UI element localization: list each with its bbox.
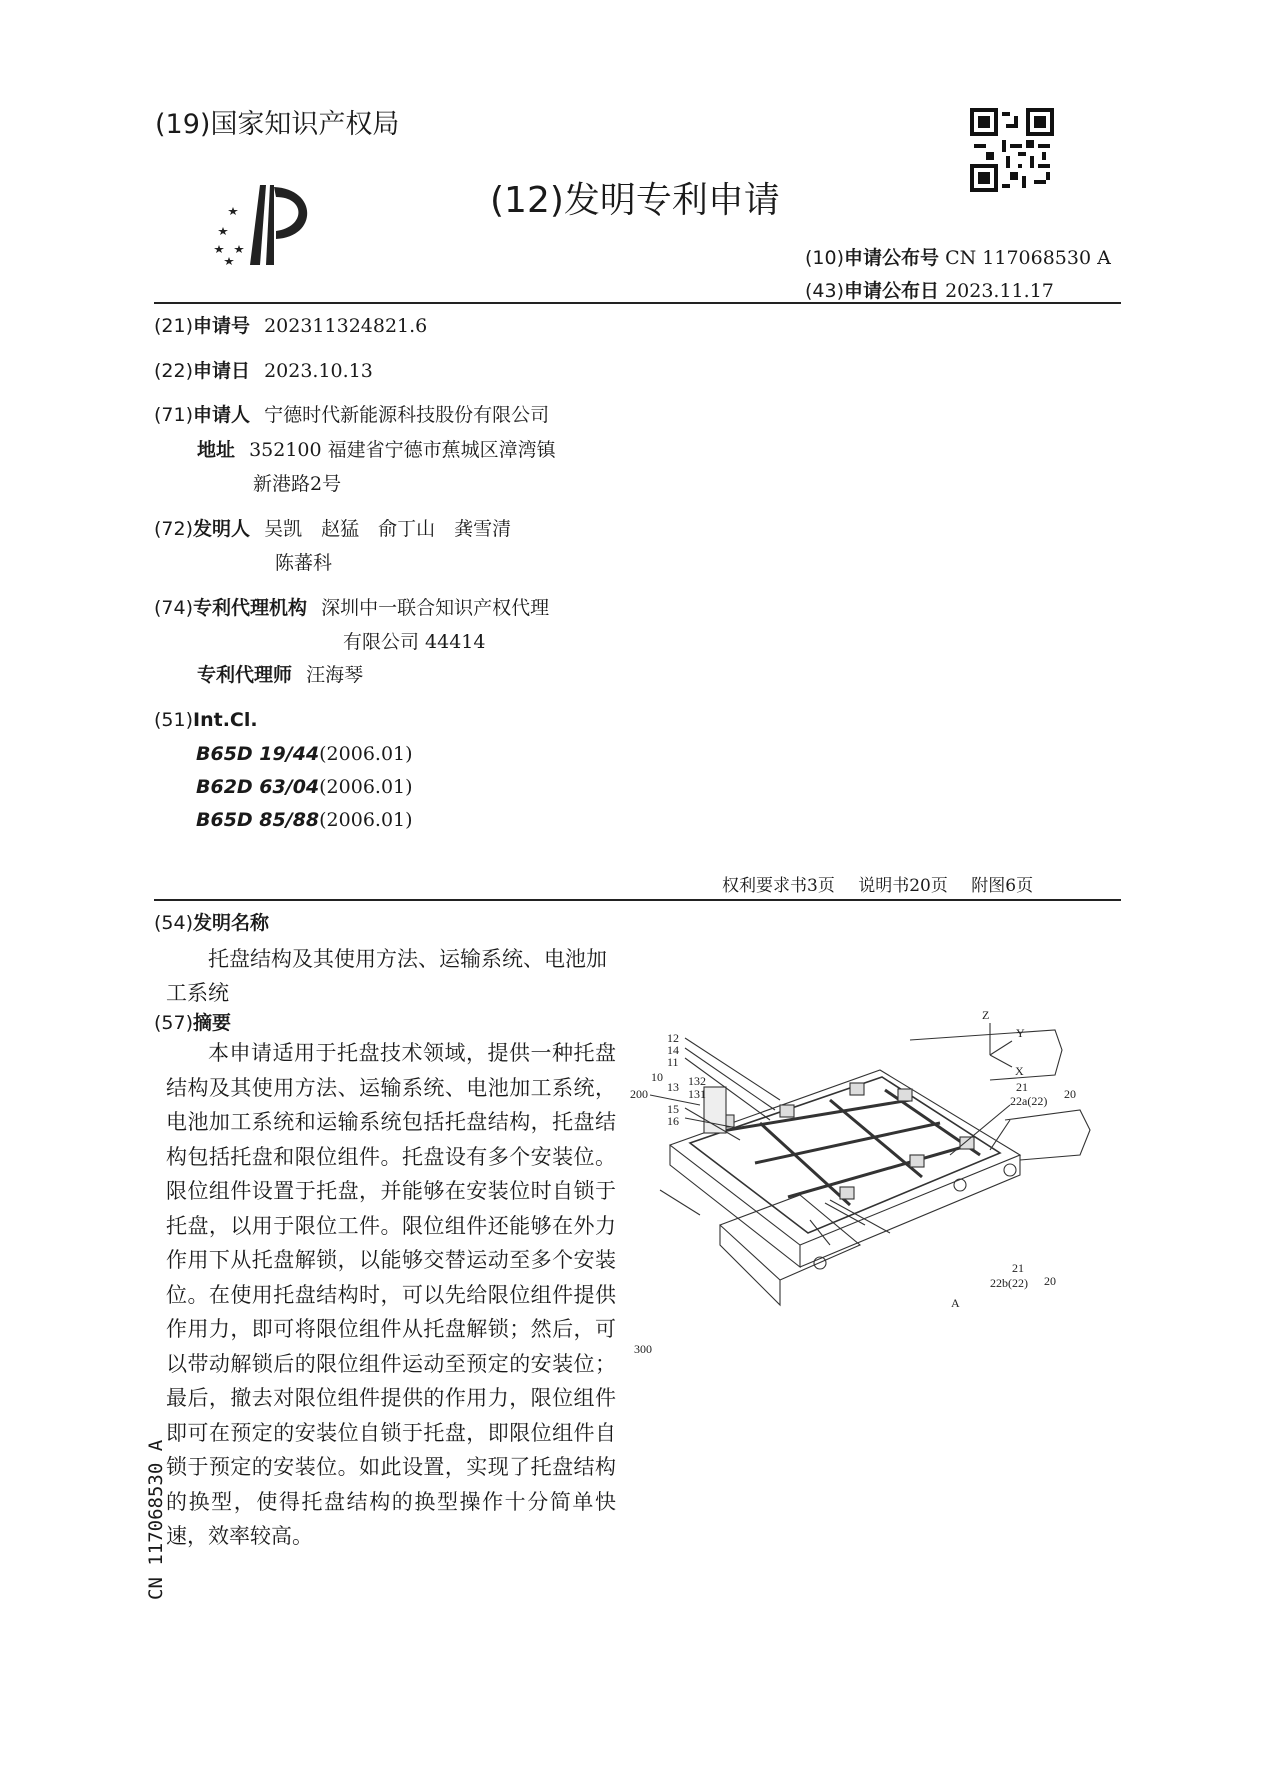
drawings-pages: 附图6页 bbox=[971, 876, 1034, 896]
app-date-label: 申请日 bbox=[193, 360, 251, 382]
app-no-value: 202311324821.6 bbox=[264, 315, 428, 337]
ref-22a: 22a(22) bbox=[1010, 1094, 1048, 1108]
ref-132: 132 bbox=[688, 1074, 706, 1088]
office-name: 国家知识产权局 bbox=[210, 109, 400, 140]
office-header bbox=[155, 102, 399, 141]
agency-code: (74) bbox=[154, 597, 194, 619]
pub-no-value: CN 117068530 A bbox=[945, 247, 1111, 269]
ipc-version: (2006.01) bbox=[319, 776, 413, 798]
ref-a: A bbox=[951, 1296, 960, 1310]
ref-21-top: 21 bbox=[1016, 1080, 1028, 1094]
ipc-class: B62D 63/04 bbox=[196, 776, 320, 798]
ref-12: 12 bbox=[667, 1031, 679, 1045]
agent-label: 专利代理师 bbox=[197, 664, 293, 686]
address-line2: 新港路2号 bbox=[253, 473, 342, 495]
ref-20-top: 20 bbox=[1064, 1087, 1076, 1101]
int-cl-label: Int.Cl. bbox=[193, 709, 258, 731]
agent-row bbox=[197, 658, 363, 692]
ref-200: 200 bbox=[630, 1087, 648, 1101]
abstract-heading bbox=[154, 1006, 231, 1040]
title-heading bbox=[154, 906, 269, 940]
pub-no-code: (10) bbox=[805, 247, 845, 269]
description-pages: 说明书20页 bbox=[858, 876, 948, 896]
doc-type-header bbox=[490, 172, 780, 223]
applicant-label: 申请人 bbox=[193, 404, 251, 426]
application-number-row bbox=[154, 309, 427, 343]
pub-no-label: 申请公布号 bbox=[844, 247, 940, 269]
ipc-version: (2006.01) bbox=[319, 743, 413, 765]
title-label: 发明名称 bbox=[193, 912, 270, 934]
ref-22b: 22b(22) bbox=[990, 1276, 1028, 1290]
ref-10: 10 bbox=[651, 1070, 663, 1084]
app-date-code: (22) bbox=[154, 360, 194, 382]
inventors-line2: 陈蕃科 bbox=[275, 552, 333, 574]
ref-15: 15 bbox=[667, 1102, 679, 1116]
sidebar-publication-number: CN 117068530 A bbox=[145, 1439, 167, 1600]
title-code: (54) bbox=[154, 912, 194, 934]
applicant-code: (71) bbox=[154, 404, 194, 426]
axis-x-label: X bbox=[1015, 1064, 1024, 1078]
ref-21-bottom: 21 bbox=[1012, 1261, 1024, 1275]
claims-pages: 权利要求书3页 bbox=[722, 876, 835, 896]
agency-line2: 有限公司 44414 bbox=[343, 631, 486, 653]
page-counts bbox=[722, 871, 1051, 896]
ref-16: 16 bbox=[667, 1114, 679, 1128]
app-no-code: (21) bbox=[154, 315, 194, 337]
office-code: (19) bbox=[155, 109, 211, 140]
qr-code bbox=[970, 108, 1054, 192]
header-divider bbox=[154, 302, 1121, 304]
invention-title: 托盘结构及其使用方法、运输系统、电池加工系统 bbox=[166, 947, 607, 1005]
abstract-label: 摘要 bbox=[193, 1012, 232, 1034]
ipc-class: B65D 19/44 bbox=[196, 743, 320, 765]
ipc-version: (2006.01) bbox=[319, 809, 413, 831]
doc-type-title: 发明专利申请 bbox=[563, 180, 780, 221]
pub-date-value: 2023.11.17 bbox=[945, 280, 1054, 302]
ipc-entry bbox=[196, 743, 413, 765]
inventors-label: 发明人 bbox=[193, 518, 251, 540]
agency-label: 专利代理机构 bbox=[193, 597, 308, 619]
ref-13: 13 bbox=[667, 1080, 679, 1094]
pub-date-code: (43) bbox=[805, 280, 845, 302]
inventors-row bbox=[154, 512, 511, 546]
inventors-line1: 吴凯 赵猛 俞丁山 龚雪清 bbox=[264, 518, 512, 540]
application-date-row bbox=[154, 354, 373, 388]
agency-line1: 深圳中一联合知识产权代理 bbox=[321, 597, 550, 619]
address-row bbox=[197, 433, 556, 467]
ipc-entry bbox=[196, 776, 413, 798]
int-cl-code: (51) bbox=[154, 709, 194, 731]
app-date-value: 2023.10.13 bbox=[264, 360, 373, 382]
inventors-code: (72) bbox=[154, 518, 194, 540]
section-divider bbox=[154, 899, 1121, 901]
address-label: 地址 bbox=[197, 439, 236, 461]
cnipa-logo bbox=[208, 175, 328, 267]
ref-300: 300 bbox=[634, 1342, 652, 1356]
pub-date-label: 申请公布日 bbox=[844, 280, 940, 302]
pallet-figure bbox=[630, 1005, 1120, 1365]
ipc-class: B65D 85/88 bbox=[196, 809, 320, 831]
agency-row bbox=[154, 591, 549, 625]
ref-20-bottom: 20 bbox=[1044, 1274, 1056, 1288]
doc-type-code: (12) bbox=[490, 180, 564, 221]
address-line1: 352100 福建省宁德市蕉城区漳湾镇 bbox=[249, 439, 556, 461]
abstract-code: (57) bbox=[154, 1012, 194, 1034]
axis-y-label: Y bbox=[1016, 1026, 1025, 1040]
app-no-label: 申请号 bbox=[193, 315, 251, 337]
ref-131: 131 bbox=[688, 1087, 706, 1101]
agent-value: 汪海琴 bbox=[306, 664, 364, 686]
applicant-row bbox=[154, 398, 549, 432]
abstract-text: 本申请适用于托盘技术领域，提供一种托盘结构及其使用方法、运输系统、电池加工系统，电池加工系统和运输系统包括托盘结构，托盘结构包括托盘和限位组件。托盘设有多个安装位。限位组件设置于托盘，并能够在安装位时自锁于托盘，以用于限位工件。限位组件还能够在外力作用下从托盘解锁，以能够交替运动至多个安装位。在使用托盘结构时，可以先给限位组件提供作用力，即可将限位组件从托盘解锁；然后，可以带动解锁后的限位组件运动至预定的安装位；最后，撤去对限位组件提供的作用力，限位组件即可在预定的安装位自锁于托盘，即限位组件自锁于预定的安装位。如此设置，实现了托盘结构的换型，使得托盘结构的换型操作十分简单快速，效率较高。 bbox=[166, 1041, 616, 1548]
int-cl-row bbox=[154, 703, 258, 737]
ipc-entry bbox=[196, 809, 413, 831]
ref-14: 14 bbox=[667, 1043, 679, 1057]
publication-number bbox=[805, 243, 1111, 270]
ref-11: 11 bbox=[667, 1055, 679, 1069]
axis-z-label: Z bbox=[982, 1008, 990, 1022]
applicant-value: 宁德时代新能源科技股份有限公司 bbox=[264, 404, 550, 426]
publication-date bbox=[805, 276, 1054, 303]
